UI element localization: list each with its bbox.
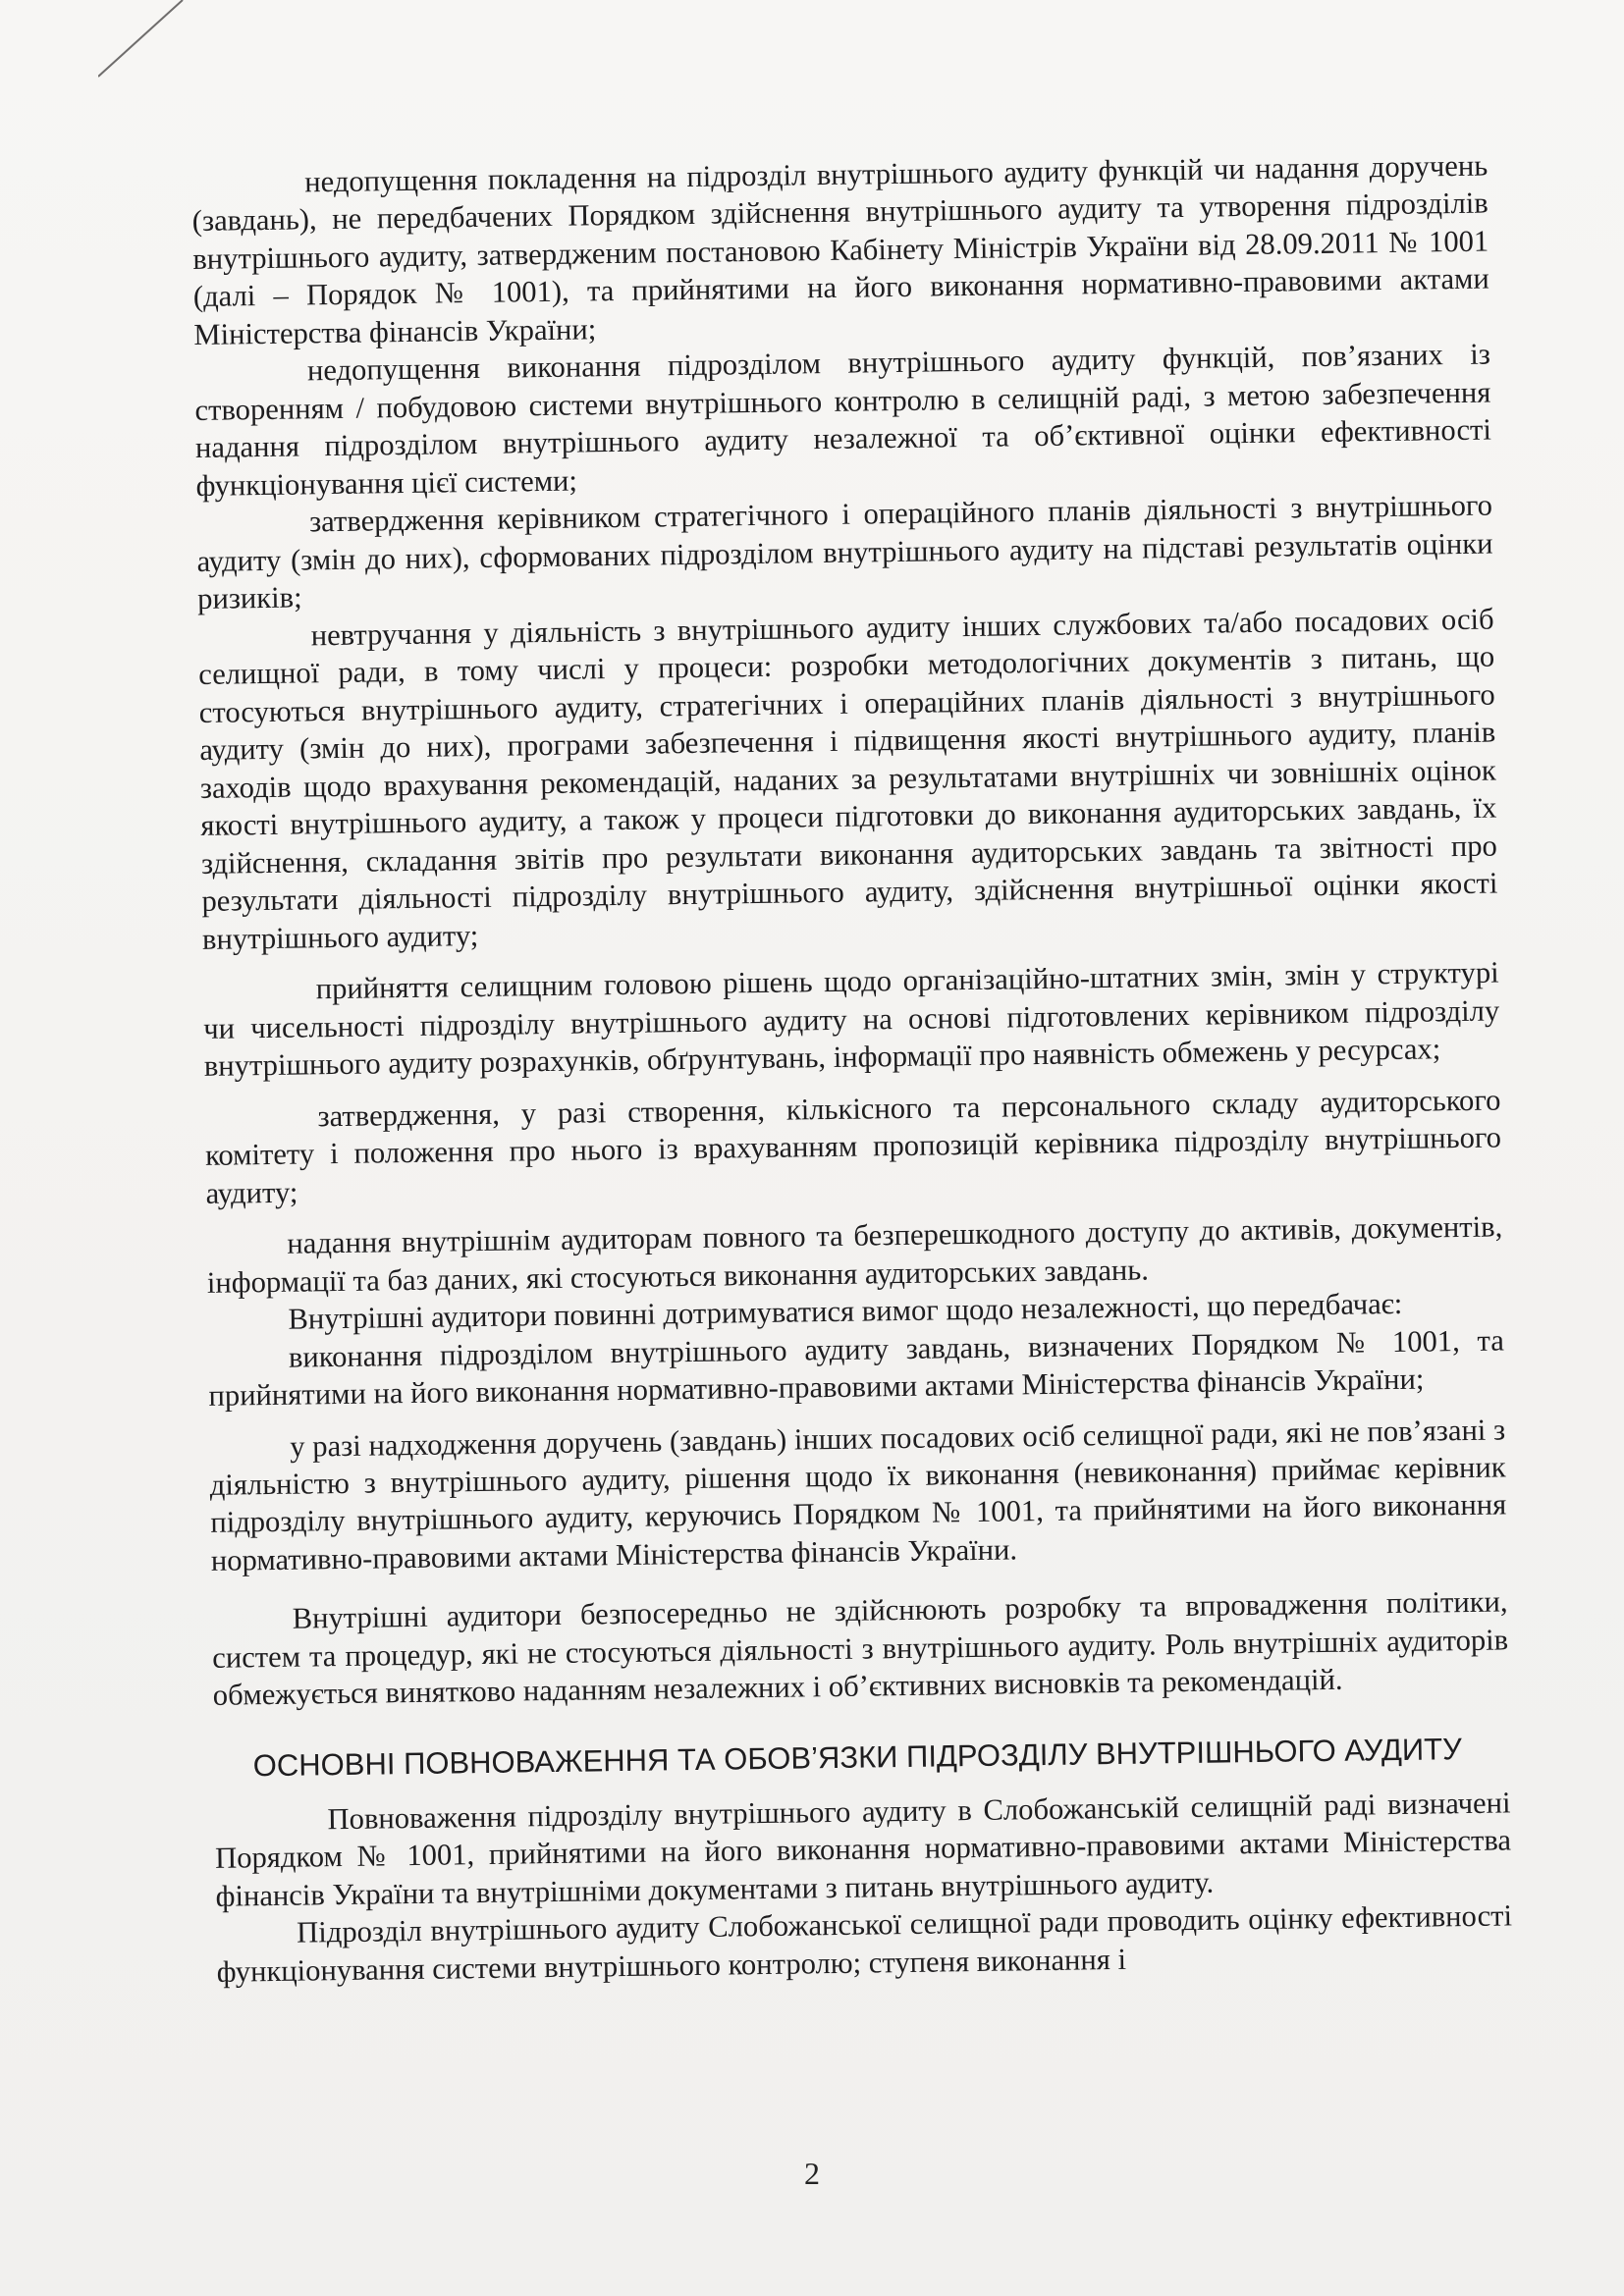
paragraph-1: недопущення покладення на підрозділ внутрішнього аудиту функцій чи надання доручень (завдань), не передбачених Порядком здійснення внутрішнього аудиту та утворення підрозділів внутрішнього аудиту, затвердженим постановою Кабінету Міністрів України від 28.09.2011 № 1001 (далі – Порядок № 1001), та прийнятими на його виконання нормативно-правовими актами Міністерства фінансів України; bbox=[191, 148, 1489, 351]
paragraph-2: недопущення виконання підрозділом внутрішнього аудиту функцій, пов’язаних із створенням / побудовою системи внутрішнього контролю в селищній раді, з метою забезпечення надання підрозділом внутрішнього аудиту незалежної та об’єктивної оцінки ефективності функціонування цієї системи; bbox=[194, 337, 1492, 503]
paper-fold-line bbox=[98, 0, 236, 79]
paragraph-12: Повноваження підрозділу внутрішнього аудиту в Слобожанській селищній раді визначені Порядком № 1001, прийнятими на його виконання нормативно-правовими актами Міністерства фінансів України та внутрішніми документами з питань внутрішнього аудиту. bbox=[214, 1786, 1512, 1913]
paragraph-11: Внутрішні аудитори безпосередньо не здійснюють розробку та впровадження політики, систем та процедур, які не стосуються діяльності з внутрішнього аудиту. Роль внутрішніх аудиторів обмежується винятково наданням незалежних і об’єктивних висновків та рекомендацій. bbox=[211, 1584, 1509, 1713]
paragraph-8: Внутрішні аудитори повинні дотримуватися вимог щодо незалежності, що передбачає: bbox=[288, 1286, 1403, 1336]
paragraph-13: Підрозділ внутрішнього аудиту Слобожанської селищної ради проводить оцінку ефективності функціонування системи внутрішнього контролю; ступеня виконання і bbox=[216, 1898, 1513, 1989]
paragraph-7: надання внутрішнім аудиторам повного та безперешкодного доступу до активів, документів, інформації та баз даних, які стосуються виконання аудиторських завдань. bbox=[206, 1209, 1503, 1300]
paragraph-6: затвердження, у разі створення, кількісного та персонального складу аудиторського комітету і положення про нього із врахуванням пропозицій керівника підрозділу внутрішнього аудиту; bbox=[204, 1083, 1502, 1210]
paragraph-3: затвердження керівником стратегічного і операційного планів діяльності з внутрішнього аудиту (змін до них), сформованих підрозділом внутрішнього аудиту на підставі результатів оцінки ризиків; bbox=[196, 488, 1493, 616]
paragraph-10: у разі надходження доручень (завдань) інших посадових осіб селищної ради, які не пов’язані з діяльністю з внутрішнього аудиту, рішення щодо їх виконання (невиконання) приймає керівник підрозділу внутрішнього аудиту, керуючись Порядком № 1001, та прийнятими на його виконання нормативно-правовими актами Міністерства фінансів України. bbox=[209, 1412, 1507, 1577]
paragraph-5: прийняття селищним головою рішень щодо організаційно-штатних змін, змін у структурі чи чисельності підрозділу внутрішнього аудиту на основі підготовлених керівником підрозділу внутрішнього аудиту розрахунків, обґрунтувань, інформації про наявність обмежень у ресурсах; bbox=[203, 955, 1500, 1084]
page-number: 2 bbox=[804, 2156, 820, 2191]
paragraph-9: виконання підрозділом внутрішнього аудиту завдань, визначених Порядком № 1001, та прийнятими на його виконання нормативно-правовими актами Міністерства фінансів України; bbox=[208, 1322, 1505, 1413]
document-body bbox=[191, 147, 1513, 1991]
section-heading: ОСНОВНІ ПОВНОВАЖЕННЯ ТА ОБОВ’ЯЗКИ ПІДРОЗДІЛУ ВНУТРІШНЬОГО АУДИТУ bbox=[252, 1731, 1463, 1784]
paragraph-4: невтручання у діяльність з внутрішнього аудиту інших службових та/або посадових осіб селищної ради, в тому числі у процеси: розробки методологічних документів з питань, що стосуються внутрішнього аудиту, стратегічних і операційних планів діяльності з внутрішнього аудиту (змін до них), програми забезпечення і підвищення якості внутрішнього аудиту, планів заходів щодо врахування рекомендацій, наданих за результатами внутрішніх чи зовнішніх оцінок якості внутрішнього аудиту, а також у процеси підготовки до виконання аудиторських завдань, їх здійснення, складання звітів про результати виконання аудиторських завдань та звітності про результати діяльності підрозділу внутрішнього аудиту, здійснення внутрішньої оцінки якості внутрішнього аудиту; bbox=[198, 602, 1498, 956]
